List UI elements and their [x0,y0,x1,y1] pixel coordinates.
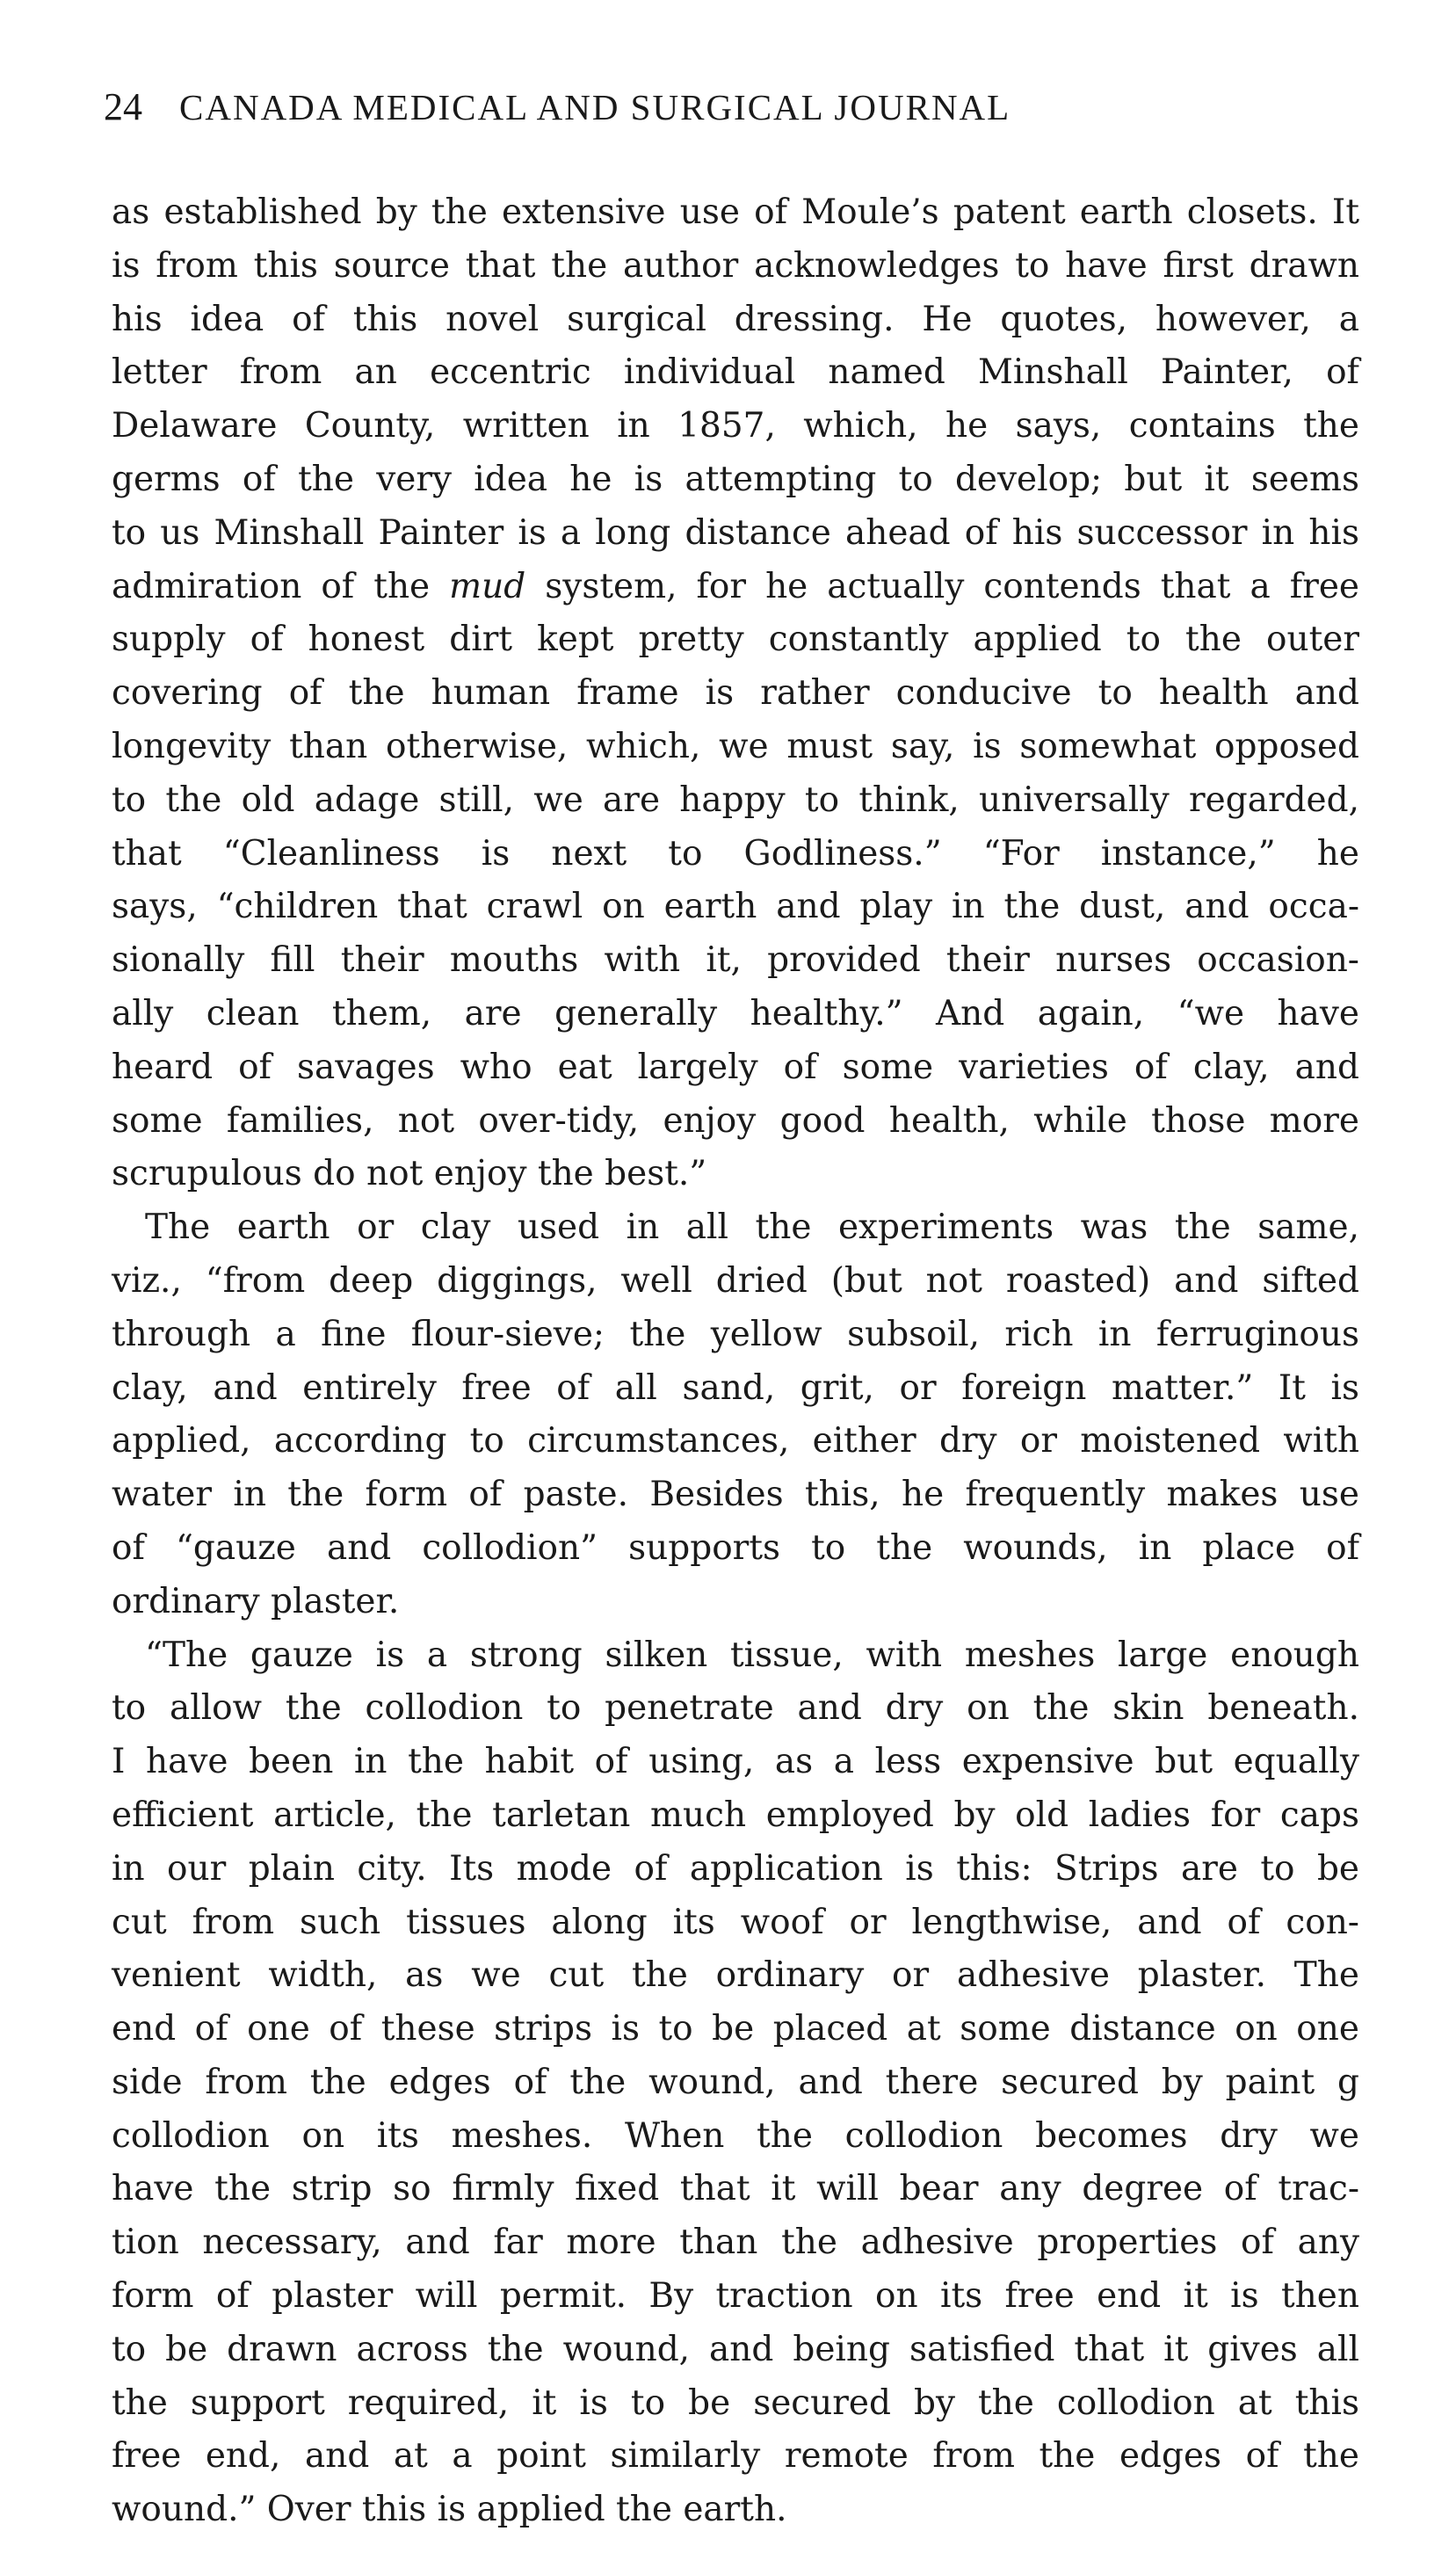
text-line: to allow the collodion to penetrate and dry on the skin beneath. [112,1688,1359,1729]
text-line: cut from such tissues along its woof or lengthwise, and of con- [112,1902,1359,1942]
text-line: to be drawn across the wound, and being satisfied that it gives all [112,2329,1359,2369]
text-line: supply of honest dirt kept pretty constantly applied to the outer [112,620,1359,660]
text-line: The earth or clay used in all the experiments was the same, [145,1207,1359,1248]
journal-title: CANADA MEDICAL AND SURGICAL JOURNAL [179,87,1011,127]
text-line: form of plaster will permit. By traction on its free end it is then [112,2276,1359,2317]
text-line: collodion on its meshes. When the collodion becomes dry we [112,2115,1359,2156]
text-line: venient width, as we cut the ordinary or adhesive plaster. The [112,1955,1359,1996]
paragraph-1 [112,186,1359,1201]
text-line: through a fine flour-sieve; the yellow subsoil, rich in ferruginous [112,1314,1359,1354]
text-line: letter from an eccentric individual named Minshall Painter, of [112,352,1359,393]
text-line: his idea of this novel surgical dressing. He quotes, however, a [112,299,1359,339]
text-line: water in the form of paste. Besides this, he frequently makes use [112,1475,1359,1515]
text-line: I have been in the habit of using, as a less expensive but equally [112,1742,1359,1782]
text-line: Delaware County, written in 1857, which, he says, contains the [112,406,1359,446]
text-line: have the strip so firmly fixed that it will bear any degree of trac- [112,2169,1359,2209]
text-line: efficient article, the tarletan much employed by old ladies for caps [112,1795,1359,1835]
italic-word: mud [449,566,526,606]
text-line: tion necessary, and far more than the adhesive properties of any [112,2223,1359,2263]
text-line: longevity than otherwise, which, we must say, is somewhat opposed [112,726,1359,766]
text-line: applied, according to circumstances, either dry or moistened with [112,1421,1359,1461]
text-line: as established by the extensive use of Moule’s patent earth closets. It [112,192,1359,232]
text-line: says, “children that crawl on earth and play in the dust, and occa- [112,887,1359,927]
text-line: that “Cleanliness is next to Godliness.” “For instance,” he [112,833,1359,874]
paragraph-3 [112,1629,1359,2538]
text-line: to the old adage still, we are happy to think, universally regarded, [112,780,1359,820]
text-line: “The gauze is a strong silken tissue, with meshes large enough [145,1635,1359,1675]
text-line: end of one of these strips is to be placed at some distance on one [112,2009,1359,2049]
text-line: side from the edges of the wound, and there secured by paint g [112,2062,1359,2102]
paragraph-2 [112,1201,1359,1628]
text-line: germs of the very idea he is attempting to develop; but it seems [112,459,1359,499]
text-line: to us Minshall Painter is a long distance ahead of his successor in his [112,512,1359,553]
text-line: scrupulous do not enjoy the best.” [112,1154,707,1194]
text-line: is from this source that the author acknowledges to have first drawn [112,245,1359,286]
text-line: covering of the human frame is rather conducive to health and [112,673,1359,714]
text-line: ally clean them, are generally healthy.” And again, “we have [112,993,1359,1033]
text-line: admiration of the mud system, for he actually contends that a free [112,566,1359,606]
text-line: viz., “from deep diggings, well dried (but not roasted) and sifted [112,1260,1359,1301]
text-line: the support required, it is to be secured by the collodion at this [112,2382,1359,2423]
text-line: free end, and at a point similarly remote from the edges of the [112,2436,1359,2477]
text-line: ordinary plaster. [112,1581,400,1621]
text-line: clay, and entirely free of all sand, grit, or foreign matter.” It is [112,1367,1359,1408]
text-line: some families, not over-tidy, enjoy good health, while those more [112,1100,1359,1141]
text-line: wound.” Over this is applied the earth. [112,2490,787,2530]
text-line: of “gauze and collodion” supports to the wounds, in place of [112,1527,1359,1568]
text-line: heard of savages who eat largely of some varieties of clay, and [112,1047,1359,1087]
running-head [104,84,1378,141]
page-number: 24 [104,85,142,128]
article-body [112,186,1359,2537]
text-line: sionally fill their mouths with it, provided their nurses occasion- [112,940,1359,981]
text-line: in our plain city. Its mode of application is this: Strips are to be [112,1848,1359,1889]
